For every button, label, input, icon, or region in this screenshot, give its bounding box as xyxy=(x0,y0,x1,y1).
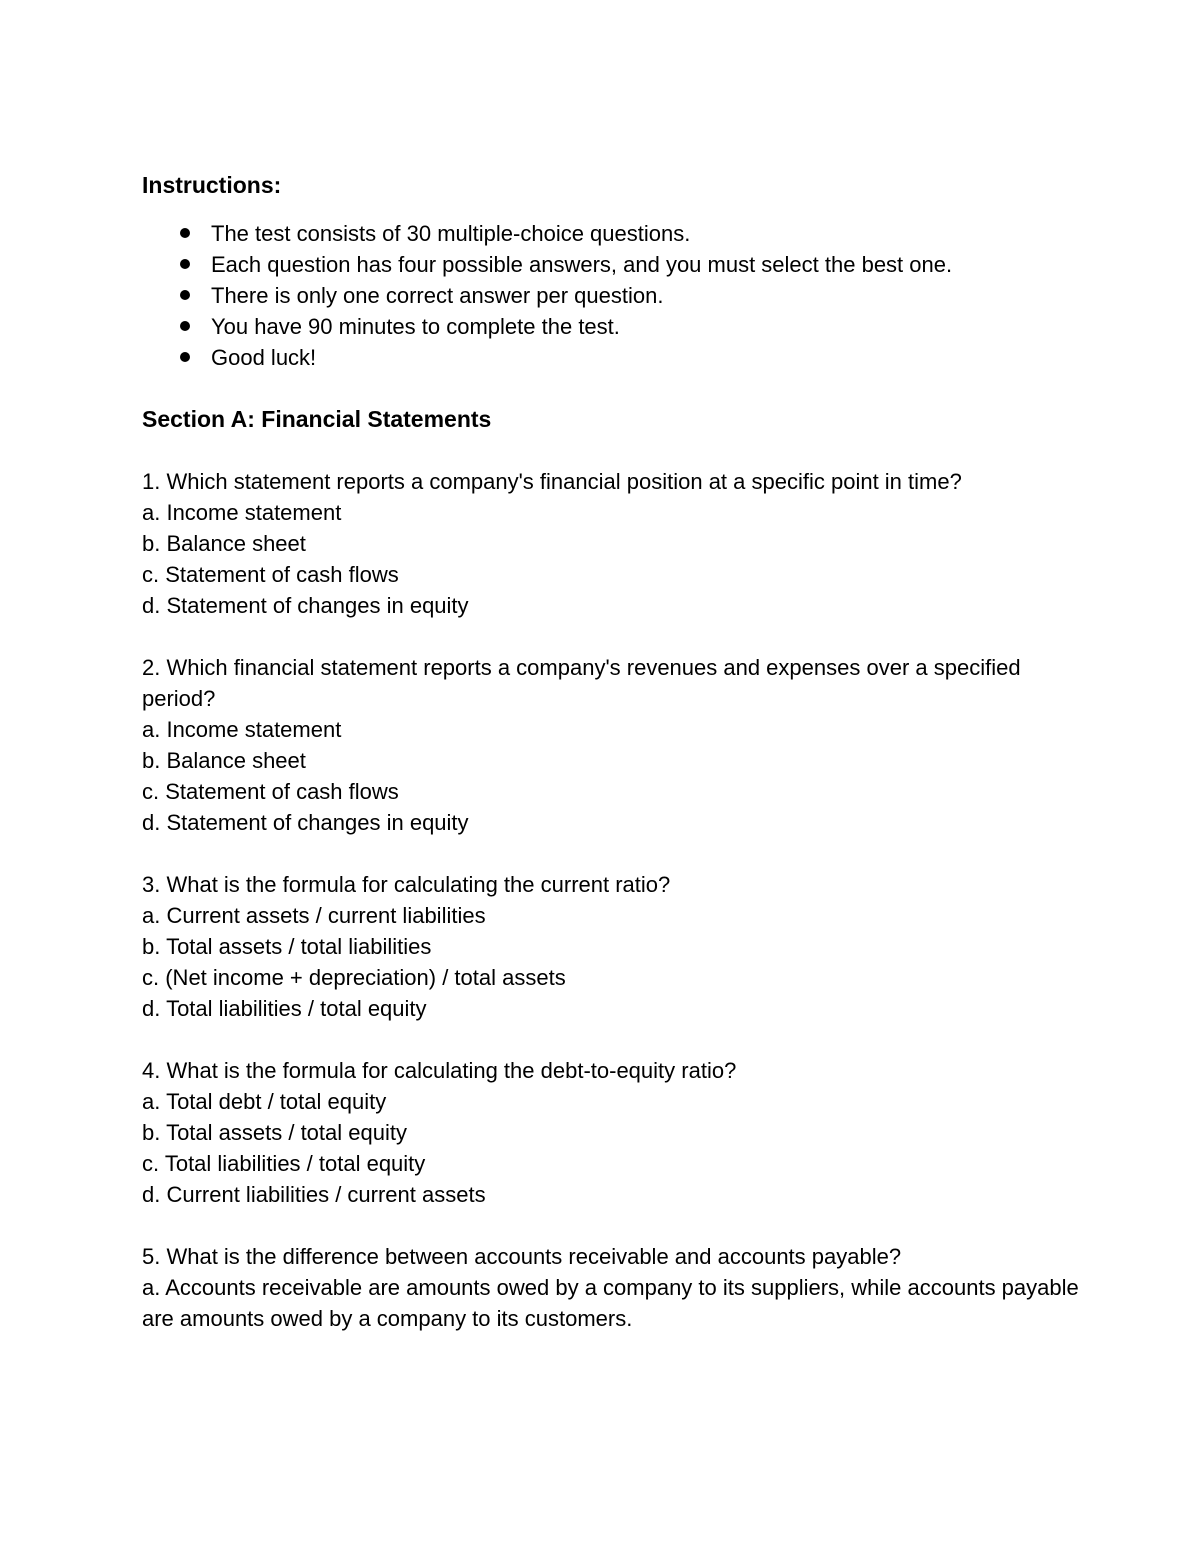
question-block xyxy=(142,652,1082,838)
answer-option: c. Total liabilities / total equity xyxy=(142,1151,426,1176)
instruction-item xyxy=(142,342,1082,373)
bullet-icon xyxy=(180,228,190,238)
answer-option: d. Current liabilities / current assets xyxy=(142,1182,486,1207)
instructions-heading: Instructions: xyxy=(142,172,282,198)
question-block xyxy=(142,1241,1082,1334)
question-text: 5. What is the difference between accounts receivable and accounts payable? xyxy=(142,1244,902,1269)
instruction-item xyxy=(142,218,1082,249)
answer-option: b. Total assets / total equity xyxy=(142,1120,407,1145)
instruction-text: There is only one correct answer per question. xyxy=(211,283,664,308)
bullet-icon xyxy=(180,259,190,269)
question-block xyxy=(142,869,1082,1024)
answer-option: c. (Net income + depreciation) / total assets xyxy=(142,965,566,990)
answer-option: c. Statement of cash flows xyxy=(142,562,399,587)
instruction-text: Good luck! xyxy=(211,345,317,370)
question-text: 3. What is the formula for calculating the current ratio? xyxy=(142,872,671,897)
instructions-list xyxy=(142,218,1082,373)
answer-option: d. Statement of changes in equity xyxy=(142,810,469,835)
answer-option: d. Statement of changes in equity xyxy=(142,593,469,618)
bullet-icon xyxy=(180,352,190,362)
instruction-text: The test consists of 30 multiple-choice questions. xyxy=(211,221,691,246)
question-text: 1. Which statement reports a company's financial position at a specific point in time? xyxy=(142,469,962,494)
question-text: 4. What is the formula for calculating the debt-to-equity ratio? xyxy=(142,1058,737,1083)
question-block xyxy=(142,466,1082,621)
instruction-item xyxy=(142,311,1082,342)
answer-option: a. Income statement xyxy=(142,717,342,742)
answer-option: a. Accounts receivable are amounts owed by a company to its suppliers, while accounts payable are amounts owed by a company to its customers. xyxy=(142,1275,1079,1331)
answer-option: d. Total liabilities / total equity xyxy=(142,996,427,1021)
answer-option: b. Balance sheet xyxy=(142,531,306,556)
answer-option: a. Current assets / current liabilities xyxy=(142,903,486,928)
answer-option: a. Income statement xyxy=(142,500,342,525)
answer-option: b. Balance sheet xyxy=(142,748,306,773)
bullet-icon xyxy=(180,321,190,331)
answer-option: b. Total assets / total liabilities xyxy=(142,934,432,959)
document-page xyxy=(142,170,1082,1334)
instruction-text: Each question has four possible answers, and you must select the best one. xyxy=(211,252,953,277)
section-heading: Section A: Financial Statements xyxy=(142,406,492,432)
bullet-icon xyxy=(180,290,190,300)
question-text: 2. Which financial statement reports a company's revenues and expenses over a specified period? xyxy=(142,655,1021,711)
instruction-item xyxy=(142,249,1082,280)
question-block xyxy=(142,1055,1082,1210)
instruction-text: You have 90 minutes to complete the test. xyxy=(211,314,620,339)
instruction-item xyxy=(142,280,1082,311)
answer-option: a. Total debt / total equity xyxy=(142,1089,387,1114)
answer-option: c. Statement of cash flows xyxy=(142,779,399,804)
